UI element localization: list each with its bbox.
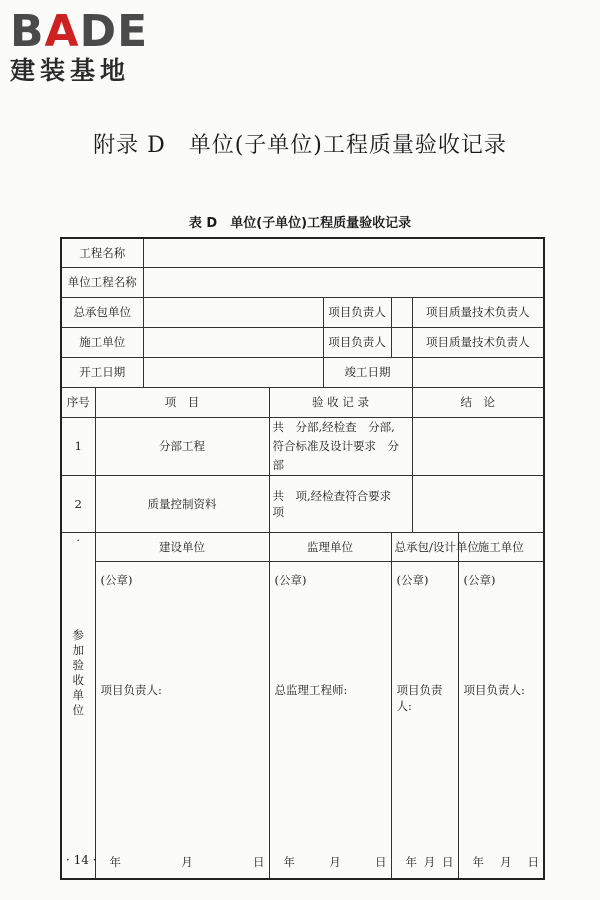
seal-label: (公章) <box>274 572 307 587</box>
table-row <box>61 475 544 532</box>
participants-side-label: · 参 加 验 收 单 位 <box>61 532 95 879</box>
participants-header-row <box>61 532 544 561</box>
acceptance-record-table <box>60 237 545 880</box>
record-header: 验 收 记 录 <box>269 387 412 417</box>
unit-name-construction: 施工单位 <box>458 532 544 561</box>
row-item: 分部工程 <box>95 417 269 475</box>
seal-label: (公章) <box>100 572 133 587</box>
unit-project-name-label: 单位工程名称 <box>61 267 143 297</box>
date-line: 年 月 日 <box>405 854 454 869</box>
unit-name-contractor: 总承包/设计单位 <box>391 532 458 561</box>
row-record <box>269 417 412 475</box>
logo-brand: BADE <box>10 6 149 57</box>
general-contractor-row <box>61 297 544 327</box>
row-record-line: 共 分部,经检查 分部, <box>272 419 395 434</box>
unit-project-name-value[interactable] <box>143 267 544 297</box>
date-line: 年 月 日 <box>109 854 265 869</box>
start-date-label: 开工日期 <box>61 357 143 387</box>
logo-subtitle: 建装基地 <box>10 56 131 85</box>
quality-tech-label-2: 项目质量技术负责人 <box>412 327 544 357</box>
date-line: 年 月 日 <box>472 854 539 869</box>
project-name-row <box>61 238 544 267</box>
signature-cell-contractor[interactable] <box>391 561 458 878</box>
header-row <box>61 387 544 417</box>
construction-unit-row <box>61 327 544 357</box>
start-date-value[interactable] <box>143 357 323 387</box>
project-manager-value-2[interactable] <box>391 327 412 357</box>
person-label: 项目负责人: <box>463 682 525 697</box>
project-name-value[interactable] <box>143 238 544 267</box>
project-manager-label: 项目负责人 <box>323 297 391 327</box>
unit-name-owner: 建设单位 <box>95 532 269 561</box>
project-manager-value[interactable] <box>391 297 412 327</box>
person-label: 总监理工程师: <box>274 682 348 697</box>
page-number: · 14 · <box>66 853 97 867</box>
dates-row <box>61 357 544 387</box>
completion-date-value[interactable] <box>412 357 544 387</box>
project-name-label: 工程名称 <box>61 238 143 267</box>
table-row <box>61 417 544 475</box>
item-header: 项 目 <box>95 387 269 417</box>
seal-label: (公章) <box>396 572 429 587</box>
seal-label: (公章) <box>463 572 496 587</box>
publisher-logo <box>10 8 148 86</box>
general-contractor-label: 总承包单位 <box>61 297 143 327</box>
general-contractor-value[interactable] <box>143 297 323 327</box>
construction-unit-label: 施工单位 <box>61 327 143 357</box>
table-title: 表 D 单位(子单位)工程质量验收记录 <box>188 216 412 231</box>
appendix-title: 附录 D 单位(子单位)工程质量验收记录 <box>93 133 507 158</box>
unit-name-supervisor: 监理单位 <box>269 532 391 561</box>
row-conclusion[interactable] <box>412 475 544 532</box>
signature-cell-owner[interactable] <box>95 561 269 878</box>
quality-tech-label: 项目质量技术负责人 <box>412 297 544 327</box>
signature-row <box>61 561 544 878</box>
row-conclusion[interactable] <box>412 417 544 475</box>
row-seq: 1 <box>61 417 95 475</box>
person-label: 项目负责人: <box>100 682 162 697</box>
row-record-line: 符合标准及设计要求 分部 <box>272 438 399 472</box>
project-manager-label-2: 项目负责人 <box>323 327 391 357</box>
signature-cell-supervisor[interactable] <box>269 561 391 878</box>
conclusion-header: 结 论 <box>412 387 544 417</box>
person-label: 项目负责人: <box>396 682 443 713</box>
signature-cell-construction[interactable] <box>458 561 544 878</box>
date-line: 年 月 日 <box>283 854 387 869</box>
row-item: 质量控制资料 <box>95 475 269 532</box>
row-seq: 2 <box>61 475 95 532</box>
construction-unit-value[interactable] <box>143 327 323 357</box>
unit-project-name-row <box>61 267 544 297</box>
completion-date-label: 竣工日期 <box>323 357 412 387</box>
row-record: 共 项,经检查符合要求 项 <box>269 475 412 532</box>
seq-header: 序号 <box>61 387 95 417</box>
